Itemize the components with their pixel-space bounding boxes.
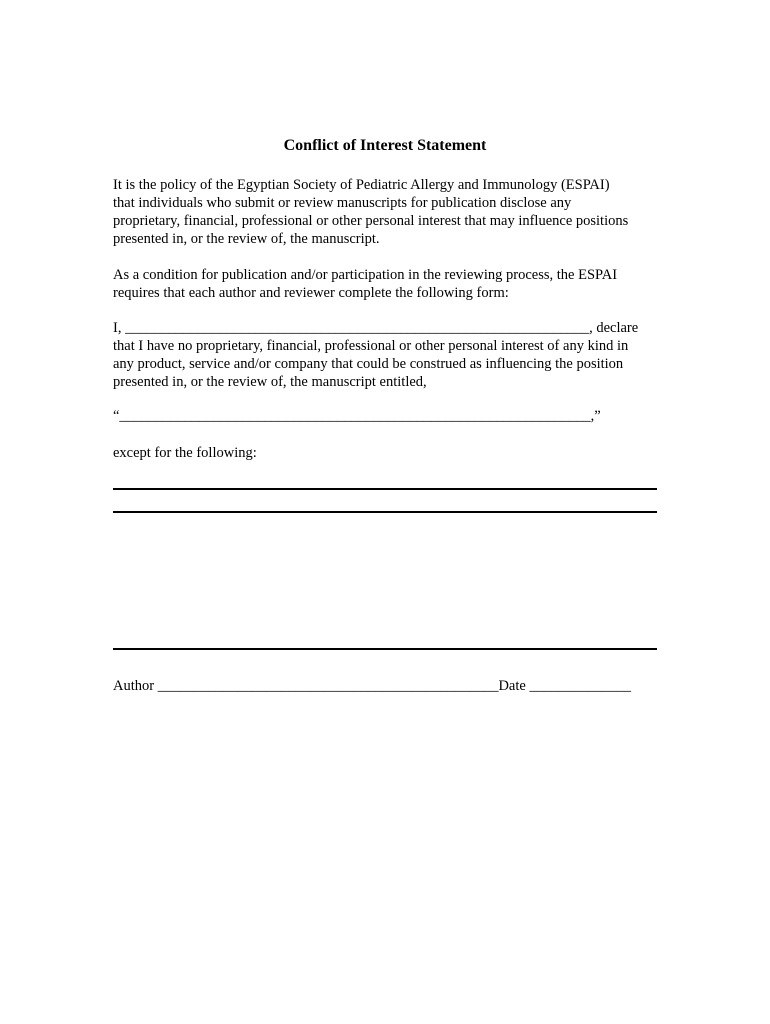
manuscript-title-line[interactable] [113,407,658,425]
except-label [113,444,658,462]
policy-line-1: It is the policy of the Egyptian Society of Pediatric Allergy and Immunology (ESPAI) [113,177,610,193]
except-text: except for the following: [113,445,257,461]
declaration-line-4: presented in, or the review of, the manuscript entitled, [113,374,427,390]
condition-line-2: requires that each author and reviewer complete the following form: [113,285,509,301]
policy-line-3: proprietary, financial, professional or other personal interest that may influence positions [113,213,629,229]
policy-paragraph [113,176,658,248]
declaration-paragraph [113,319,658,391]
declaration-line-2: that I have no proprietary, financial, professional or other personal interest of any kind in [113,338,629,354]
policy-line-2: that individuals who submit or review manuscripts for publication disclose any [113,195,572,211]
condition-line-1: As a condition for publication and/or participation in the reviewing process, the ESPAI [113,267,618,283]
declaration-name-line[interactable]: I, ________________________________________________________________, declare [113,320,639,336]
document-title: Conflict of Interest Statement [283,137,487,154]
condition-paragraph [113,266,658,302]
exception-line-1[interactable] [113,488,657,490]
author-date-signature-line[interactable]: Author _______________________________________________Date ______________ [113,678,631,694]
exception-line-2[interactable] [113,511,657,513]
policy-line-4: presented in, or the review of, the manuscript. [113,231,380,247]
manuscript-title-blank[interactable]: “_________________________________________________________________,” [113,408,601,424]
exception-line-3[interactable] [113,648,657,650]
declaration-line-3: any product, service and/or company that could be construed as influencing the position [113,356,624,372]
